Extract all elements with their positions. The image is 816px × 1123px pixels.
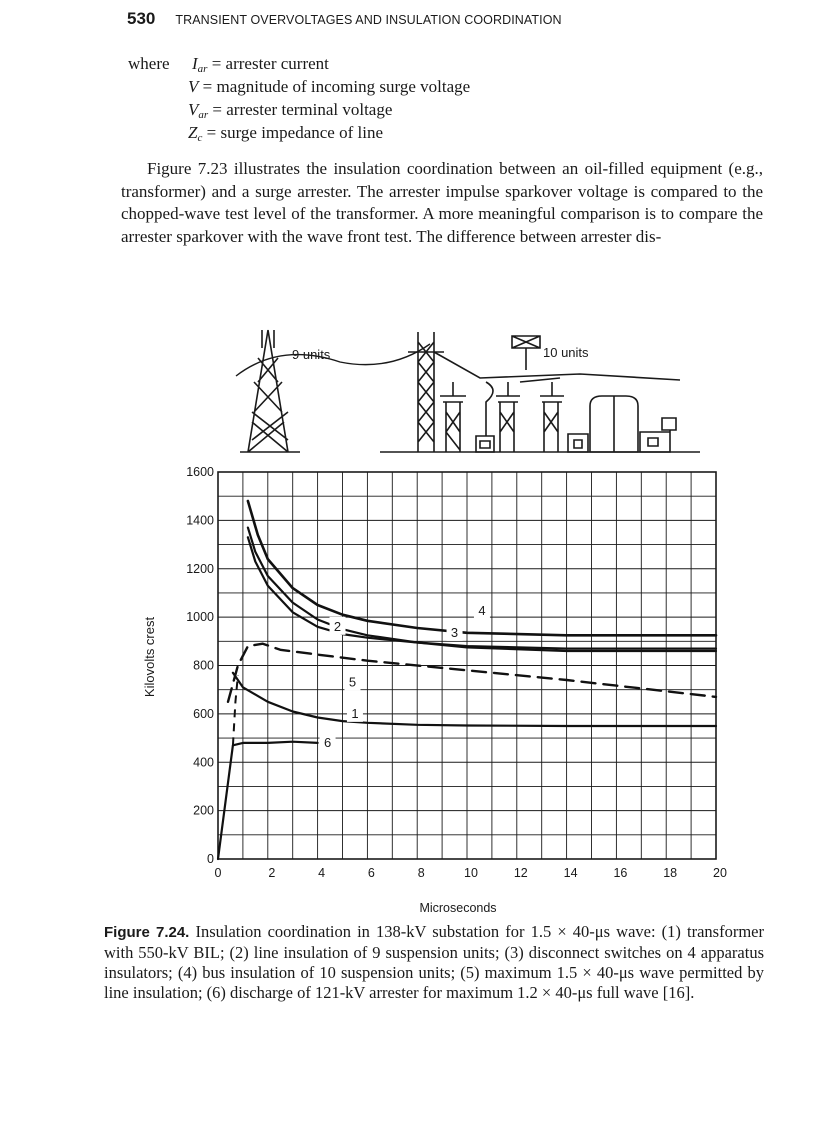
x-tick-label: 20 xyxy=(713,866,727,880)
figure-caption-text: Insulation coordination in 138-kV substation for 1.5 × 40-μs wave: (1) transformer with 550-kV BIL; (2) line insulation of 9 suspension units; (3) disconnect switches on 4 apparatus insulators; (4) bus insulation of 10 suspension units; (5) maximum 1.5 × 40-μs wave permitted by line insulation; (6) discharge of 121-kV arrester for maximum 1.2 × 40-μs full wave [16]. xyxy=(104,922,764,1002)
curve-label: 5 xyxy=(348,674,357,690)
curve-label: 1 xyxy=(351,705,359,721)
x-tick-label: 12 xyxy=(513,866,528,880)
definition-item: V = magnitude of incoming surge voltage xyxy=(188,77,471,96)
tower-insulator-label: 9 units xyxy=(292,347,331,362)
figure-svg xyxy=(140,322,740,917)
figure-caption-label: Figure 7.24. xyxy=(104,924,190,941)
chart-tick-labels xyxy=(186,465,727,880)
x-tick-label: 4 xyxy=(318,866,326,880)
figure-caption xyxy=(104,922,764,1003)
y-tick-label: 800 xyxy=(193,658,214,673)
definition-item: $I_{ar}$ = arrester current xyxy=(192,54,329,75)
definition-item: $V_{ar}$ = arrester terminal voltage xyxy=(188,100,393,121)
x-tick-label: 18 xyxy=(663,866,678,880)
x-tick-label: 2 xyxy=(268,866,276,880)
series-curve-5 xyxy=(228,644,716,702)
chart-grid xyxy=(218,472,716,859)
curve-label: 4 xyxy=(478,603,486,619)
curve-label: 6 xyxy=(323,734,332,750)
y-tick-label: 1200 xyxy=(186,561,214,576)
series-curve-1 xyxy=(233,673,716,726)
x-tick-label: 0 xyxy=(214,866,222,880)
y-tick-label: 200 xyxy=(193,803,214,818)
where-word: where xyxy=(128,54,170,73)
y-tick-label: 400 xyxy=(193,755,214,770)
y-tick-label: 0 xyxy=(207,852,214,866)
definition-item: $Z_c$ = surge impedance of line xyxy=(188,123,383,144)
series-curve-5-front xyxy=(233,675,238,745)
chart-curve-labels xyxy=(320,601,490,751)
x-tick-label: 14 xyxy=(563,866,578,880)
curve-label: 3 xyxy=(450,624,459,640)
substation-illustration xyxy=(236,330,700,452)
body-paragraph: Figure 7.23 illustrates the insulation coordination between an oil-filled equipment (e.g., transformer) and a surge arrester. The arrester impulse sparkover voltage is compared to the chopped-wave test level of the transformer. A more meaningful comparison is to compare the arrester sparkover with the wave front test. The difference between arrester dis- xyxy=(121,159,763,246)
running-head xyxy=(127,9,727,33)
x-tick-label: 6 xyxy=(367,866,375,880)
x-tick-label: 16 xyxy=(613,866,628,880)
bus-insulator-label: 10 units xyxy=(543,345,589,360)
running-title: TRANSIENT OVERVOLTAGES AND INSULATION COORDINATION xyxy=(175,13,562,27)
y-tick-label: 1000 xyxy=(186,610,214,625)
y-tick-label: 1600 xyxy=(186,465,214,479)
x-tick-label: 10 xyxy=(464,866,478,880)
y-tick-label: 1400 xyxy=(186,513,214,528)
curve-label: 2 xyxy=(333,618,342,634)
figure-7-24 xyxy=(140,322,740,917)
substation-equipment xyxy=(380,332,700,452)
x-tick-label: 8 xyxy=(417,866,425,880)
transmission-tower xyxy=(236,330,430,452)
page-number: 530 xyxy=(127,9,156,28)
y-axis-label: Kilovolts crest xyxy=(142,616,157,698)
y-tick-label: 600 xyxy=(193,706,214,721)
x-axis-label: Microseconds xyxy=(419,901,497,915)
